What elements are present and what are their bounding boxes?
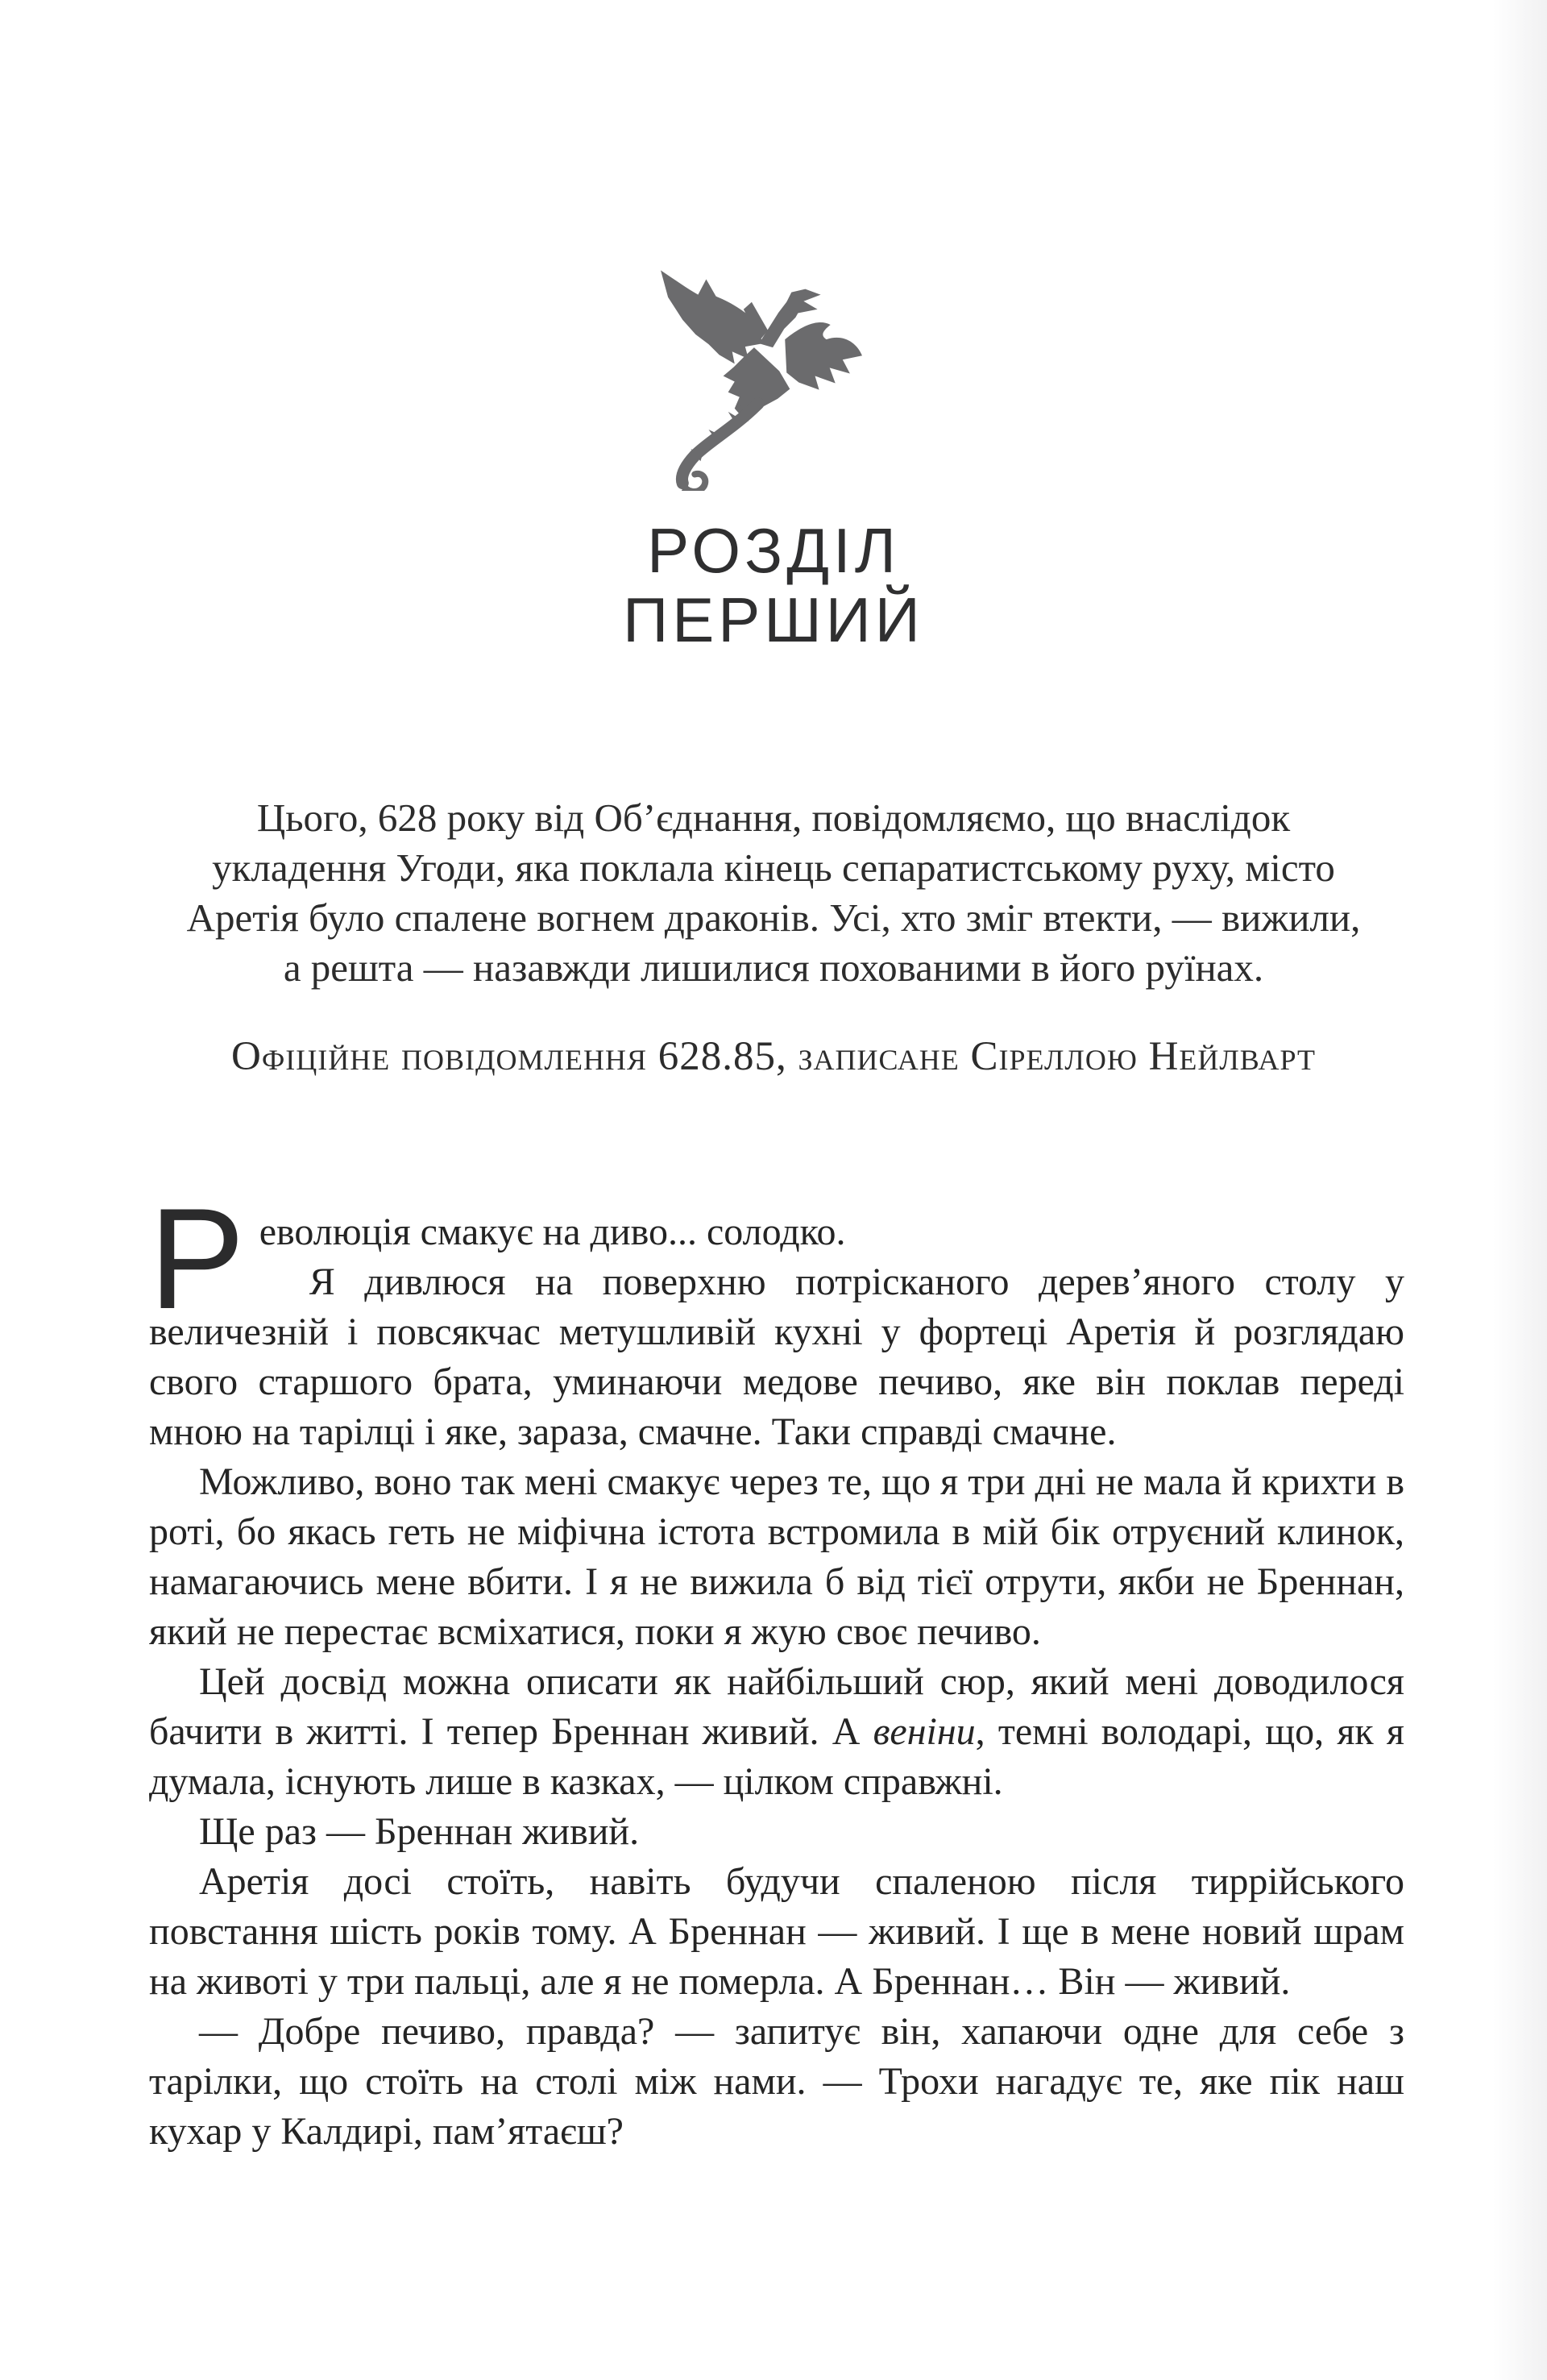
- drop-cap: Р: [149, 1178, 245, 1339]
- chapter-title-line1: РОЗДІЛ: [647, 515, 900, 586]
- text-run: Я дивлюся на поверхню потрісканого дерев’яного столу у величезній і повсякчас метушливій кухні у фортеці Аретія й розглядаю свого старшого брата, уминаючи медове печиво, яке він поклав переді мною на тарілці і яке, зараза, смачне. Таки справді смачне.: [149, 1261, 1404, 1453]
- chapter-title: [0, 516, 1547, 654]
- paragraph: [149, 1657, 1404, 1807]
- text-run: — Добре печиво, правда? — запитує він, хапаючи одне для себе з тарілки, що стоїть на столі між нами. — Трохи нагадує те, яке пік наш кухар у Калдирі, пам’ятаєш?: [149, 2010, 1404, 2153]
- text-run: Ще раз — Бреннан живий.: [199, 1810, 640, 1853]
- epigraph: Цього, 628 року від Об’єднання, повідомляємо, що внаслідок укладення Угоди, яка поклала кінець сепаратистському руху, місто Аретія було спалене вогнем драконів. Усі, хто зміг втекти, — вижили, а решта — назавжди лишилися похованими в його руїнах.: [186, 795, 1361, 990]
- paragraph: [149, 1857, 1404, 2007]
- chapter-title-line2: ПЕРШИЙ: [623, 584, 924, 655]
- paragraph: [149, 1807, 1404, 1857]
- epigraph-attribution: Офіційне повідомлення 628.85, записане Сіреллою Нейлварт: [231, 1034, 1316, 1079]
- chapter-body: [149, 1178, 1405, 2157]
- text-run: Аретія досі стоїть, навіть будучи спаленою після тиррійського повстання шість років тому. А Бреннан — живий. І ще в мене новий шрам на животі у три пальці, але я не померла. А Бреннан… Він — живий.: [149, 1860, 1404, 2003]
- text-run: Можливо, воно так мені смакує через те, що я три дні не мала й крихти в роті, бо якась геть не міфічна істота встромила в мій бік отруєний клинок, намагаючись мене вбити. І я не вижила б від тієї отрути, якби не Бреннан, який не перестає всміхатися, поки я жую своє печиво.: [149, 1460, 1404, 1653]
- paragraph: [149, 2007, 1404, 2157]
- text-run: еволюція смакує на диво... солодко.: [259, 1211, 846, 1253]
- paragraph: [149, 1457, 1404, 1657]
- paragraph: [149, 1178, 1404, 1339]
- paragraph: [149, 1257, 1404, 1457]
- text-run: , темні володарі, що, як я думала, існують лише в казках, — цілком справжні.: [149, 1710, 1405, 1803]
- text-run: Цей досвід можна описати як найбільший сюр, який мені доводилося бачити в житті. І тепер Бреннан живий. А: [149, 1660, 1404, 1753]
- dragon-icon: [659, 268, 862, 491]
- italic-run: веніни: [873, 1710, 976, 1753]
